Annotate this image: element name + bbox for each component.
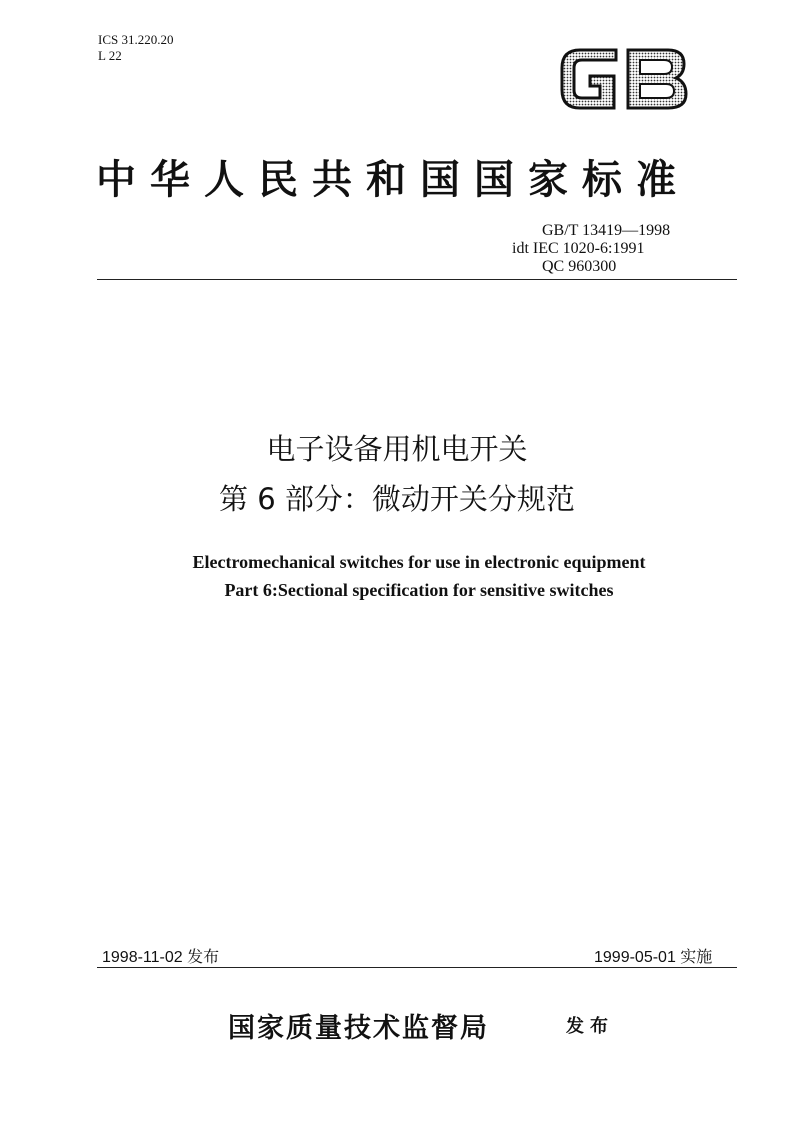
ccs-code: L 22 bbox=[98, 48, 122, 63]
publisher-verb: 发布 bbox=[566, 1016, 614, 1037]
idt-standard-number: idt IEC 1020-6:1991 bbox=[512, 240, 645, 257]
classification-codes bbox=[98, 32, 173, 64]
implementation-date: 1999-05-01 实施 bbox=[594, 949, 713, 966]
standard-numbers bbox=[512, 222, 670, 276]
publisher-name: 国家质量技术监督局 bbox=[228, 1013, 489, 1044]
english-title-line-1: Electromechanical switches for use in electronic equipment bbox=[192, 552, 646, 572]
issue-date: 1998-11-02 发布 bbox=[102, 949, 220, 966]
gb-logo bbox=[554, 40, 694, 118]
ics-code: ICS 31.220.20 bbox=[98, 32, 174, 47]
english-title-line-2: Part 6:Sectional specification for sensitive switches bbox=[224, 580, 614, 600]
chinese-title-line-1: 电子设备用机电开关 bbox=[266, 432, 528, 466]
gb-standard-number: GB/T 13419—1998 bbox=[542, 222, 671, 239]
header-divider bbox=[97, 279, 737, 280]
chinese-title-line-2: 第 6 部分：微动开关分规范 bbox=[219, 482, 575, 516]
qc-standard-number: QC 960300 bbox=[542, 258, 617, 275]
footer-divider bbox=[97, 967, 737, 968]
national-standard-heading: 中华人民共和国国家标准 bbox=[96, 156, 690, 203]
